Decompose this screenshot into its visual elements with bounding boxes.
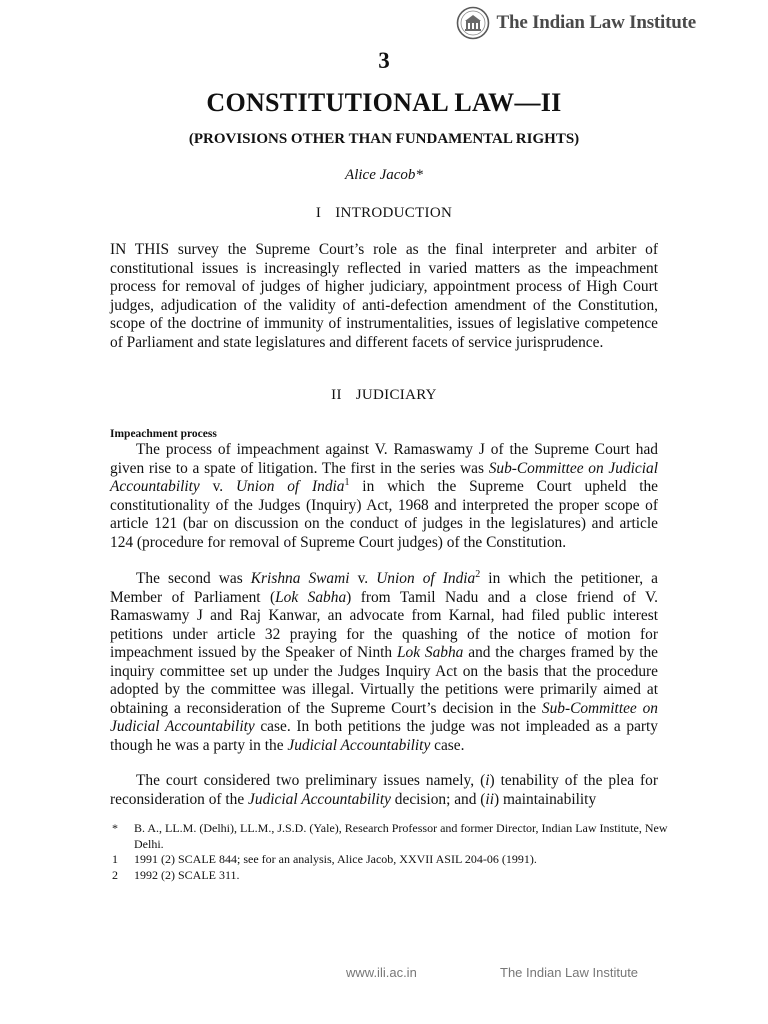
section-number: I xyxy=(315,205,322,221)
intro-paragraph: IN THIS survey the Supreme Court’s role as the final interpreter and arbiter of constitutional issues is increasingly reflected in varied matters as the impeachment process for removal of judges of higher judiciary, appointment process of High Court judges, adjudication of the validity of anti-defection amendment of the Constitution, scope of the doctrine of immunity of instrumentalities, issues of legislative competence of Parliament and state legislatures and different facets of service jurisprudence. xyxy=(110,241,658,351)
footnotes xyxy=(112,821,672,883)
section-heading-judiciary xyxy=(0,387,768,404)
section-title: JUDICIARY xyxy=(355,387,437,403)
footnote-ref: 2 xyxy=(475,568,481,580)
footnote-text: B. A., LL.M. (Delhi), LL.M., J.S.D. (Yale), Research Professor and former Director, Indian Law Institute, New Delhi. xyxy=(134,821,668,851)
body-paragraph: The process of impeachment against V. Ramaswamy J of the Supreme Court had given rise to a spate of litigation. The first in the series was Sub-Committee on Judicial Accountability v. Union of India$^1$ in which the Supreme Court upheld the constitutionality of the Judges (Inquiry) Act, 1968 and interpreted the proper scope of article 121 (bar on discussion on the conduct of judges in the legislatures) and article 124 (procedure for removal of Supreme Court judges) of the Constitution. xyxy=(110,441,658,551)
chapter-title: CONSTITUTIONAL LAW—II xyxy=(206,88,562,117)
footnote-mark: * xyxy=(112,821,118,835)
section-title: INTRODUCTION xyxy=(335,205,453,221)
section-number: II xyxy=(331,387,342,403)
footnote-text: 1991 (2) SCALE 844; see for an analysis, Alice Jacob, XXVII ASIL 204-06 (1991). xyxy=(134,852,537,866)
institute-name: The Indian Law Institute xyxy=(496,12,696,33)
chapter-subtitle: (PROVISIONS OTHER THAN FUNDAMENTAL RIGHTS) xyxy=(188,131,580,147)
footnote xyxy=(112,821,672,852)
footnote-mark: 1 xyxy=(112,852,118,866)
footnote xyxy=(112,868,672,884)
footnote-text: 1992 (2) SCALE 311. xyxy=(134,867,240,882)
footnote-ref: 1 xyxy=(344,476,350,488)
footnote xyxy=(112,852,672,868)
footer-institute-name: The Indian Law Institute xyxy=(500,965,639,980)
footnote-mark: 2 xyxy=(112,867,118,882)
institute-branding xyxy=(456,6,696,40)
footer-url-link[interactable]: www.ili.ac.in xyxy=(346,965,417,980)
chapter-number: 3 xyxy=(378,48,390,73)
author-name: Alice Jacob* xyxy=(345,167,423,183)
body-paragraph: The second was Krishna Swami v. Union of India$^2$ in which the petitioner, a Member of Parliament (Lok Sabha) from Tamil Nadu and a close friend of V. Ramaswamy J and Raj Kanwar, an advocate from Karnal, had filed public interest petitions under article 32 praying for the quashing of the notice of motion for impeachment issued by the Speaker of Ninth Lok Sabha and the charges framed by the inquiry committee set up under the Judges Inquiry Act on the basis that the procedure adopted by the committee was illegal. Virtually the petitions were primarily aimed at obtaining a reconsideration of the Supreme Court’s decision in the Sub-Committee on Judicial Accountability case. In both petitions the judge was not impleaded as a party though he was a party in the Judicial Accountability case. xyxy=(110,568,658,754)
subheading-impeachment-process: Impeachment process xyxy=(110,428,217,440)
section-heading-introduction xyxy=(0,205,768,222)
body-paragraph: The court considered two preliminary issues namely, (i) tenability of the plea for reconsideration of the Judicial Accountability decision; and (ii) maintainability xyxy=(110,772,659,808)
institute-emblem-icon xyxy=(456,6,490,40)
